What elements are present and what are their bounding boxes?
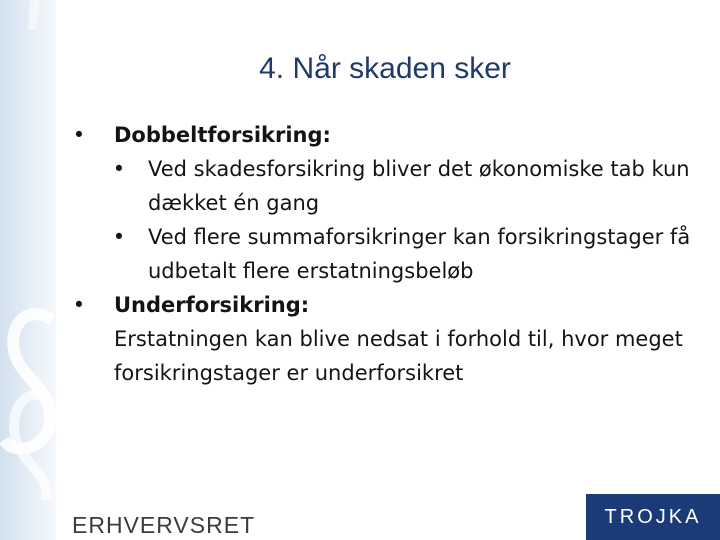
sub-bullet-item: [72, 152, 702, 220]
bullet-icon: •: [72, 123, 86, 147]
sub-bullet-text: Ved skadesforsikring bliver det økonomiske tab kun dækket én gang: [148, 157, 690, 215]
sub-bullet-text: Ved flere summaforsikringer kan forsikringstager få udbetalt flere erstatningsbeløb: [148, 225, 691, 283]
bullet-heading: Underforsikring:: [114, 293, 310, 317]
slide-title: 4. Når skaden sker: [259, 52, 511, 85]
bullet-icon: •: [112, 157, 126, 181]
bullet-heading: Dobbeltforsikring:: [114, 123, 331, 147]
footer-brand-text: ERHVERVSRET: [72, 512, 256, 538]
slide-content: [72, 118, 702, 390]
bullet-item-dobbeltforsikring: [72, 118, 702, 152]
trojka-logo: TROJKA: [586, 494, 720, 540]
bullet-icon: •: [112, 225, 126, 249]
bullet-item-underforsikring: [72, 288, 702, 390]
bullet-icon: •: [72, 293, 86, 317]
sub-bullet-item: [72, 220, 702, 288]
bullet-body-text: Erstatningen kan blive nedsat i forhold til, hvor meget forsikringstager er underforsikret: [114, 327, 683, 385]
